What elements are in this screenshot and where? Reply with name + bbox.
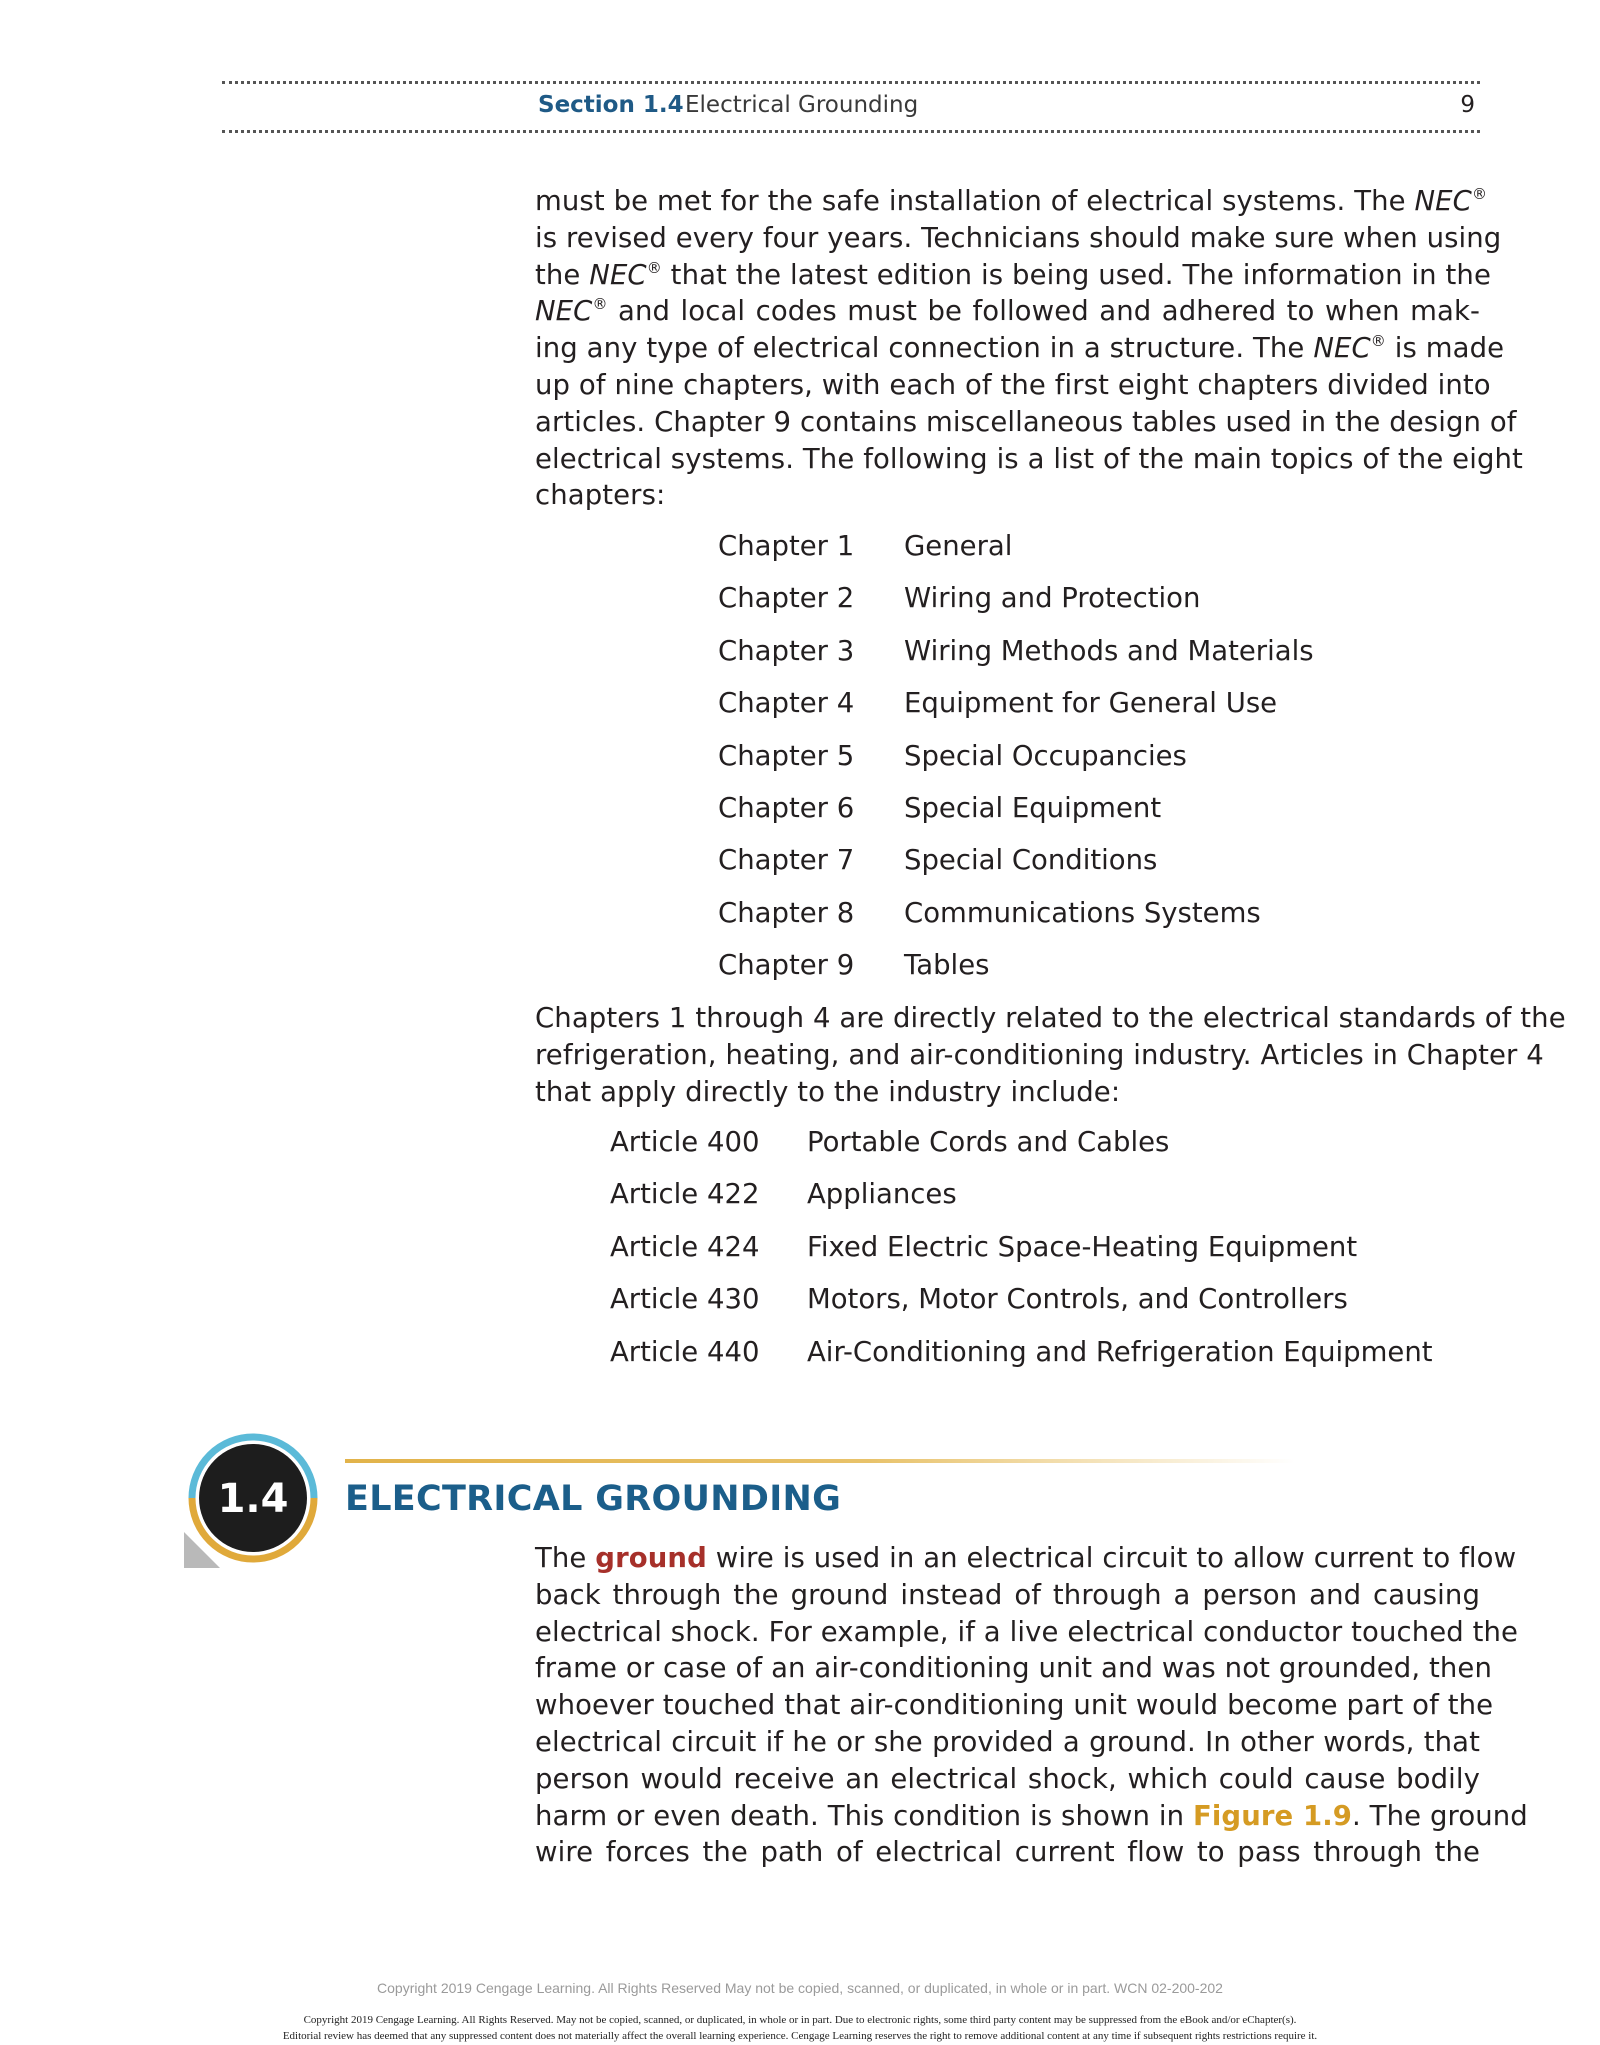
- page-number: 9: [1460, 92, 1475, 118]
- chapter-topic: General: [904, 530, 1013, 562]
- chapter-topic: Special Occupancies: [904, 739, 1187, 772]
- header-bottom-rule: [222, 130, 1480, 133]
- chapter-topic: Equipment for General Use: [904, 687, 1278, 720]
- article-label: Article 424: [610, 1230, 760, 1263]
- section-heading-rule: [345, 1459, 1295, 1463]
- section-heading: ELECTRICAL GROUNDING: [345, 1479, 842, 1519]
- article-topic: Air-Conditioning and Refrigeration Equipment: [807, 1335, 1433, 1368]
- grounding-line-3: electrical shock. For example, if a live electrical conductor touched the: [535, 1615, 1519, 1648]
- grounding-paragraph: [535, 1540, 1528, 1871]
- figure-reference-link[interactable]: Figure 1.9: [1193, 1799, 1352, 1832]
- keyword-ground: ground: [595, 1542, 707, 1574]
- chapter-topic: Special Equipment: [904, 792, 1162, 824]
- header-top-rule: [222, 81, 1480, 84]
- article-label: Article 422: [610, 1178, 760, 1211]
- header-section-title: Electrical Grounding: [685, 92, 919, 118]
- chapter-label: Chapter 4: [718, 687, 855, 720]
- chapter-topic: Communications Systems: [904, 896, 1261, 929]
- chapter-label: Chapter 5: [718, 739, 855, 772]
- chapter-label: Chapter 1: [718, 530, 855, 562]
- grounding-line-9: wire forces the path of electrical current flow to pass through the: [535, 1836, 1480, 1869]
- article-topic: Fixed Electric Space-Heating Equipment: [807, 1230, 1358, 1263]
- header-section-label: Section 1.4: [538, 92, 684, 118]
- intro-line: must be met for the safe installation of electrical systems. The NEC®: [535, 185, 1488, 217]
- chapter-label: Chapter 9: [718, 949, 855, 982]
- article-label: Article 430: [610, 1283, 760, 1316]
- chapters-paragraph-line: Chapters 1 through 4 are directly related to the electrical standards of the: [535, 1002, 1566, 1034]
- grounding-line-1: The ground wire is used in an electrical circuit to allow current to flow: [535, 1542, 1517, 1574]
- chapters-paragraph: [535, 1000, 1566, 1110]
- section-number-text: 1.4: [217, 1476, 289, 1522]
- chapters-paragraph-line: that apply directly to the industry include:: [535, 1075, 1121, 1108]
- intro-line: NEC® and local codes must be followed and adhered to when mak-: [535, 295, 1480, 328]
- chapter-label: Chapter 7: [718, 844, 855, 877]
- chapter-label: Chapter 2: [718, 582, 855, 615]
- intro-line: the NEC® that the latest edition is being used. The information in the: [535, 258, 1491, 291]
- copyright-line-2: Editorial review has deemed that any suppressed content does not materially affect the overall learning experience. Cengage Learning reserves the right to remove additional content at any time if subsequent rights restrictions require it.: [282, 2030, 1318, 2042]
- chapter-topic: Wiring and Protection: [904, 582, 1201, 615]
- grounding-line-8: harm or even death. This condition is shown in Figure 1.9. The ground: [535, 1799, 1528, 1832]
- section-number-badge: [184, 1428, 322, 1568]
- article-topic: Portable Cords and Cables: [807, 1126, 1170, 1158]
- copyright-watermark: Copyright 2019 Cengage Learning. All Rights Reserved May not be copied, scanned, or duplicated, in whole or in part. WCN 02-200-202: [377, 1980, 1223, 1996]
- chapter-label: Chapter 8: [718, 896, 855, 929]
- chapters-paragraph-line: refrigeration, heating, and air-conditioning industry. Articles in Chapter 4: [535, 1038, 1544, 1071]
- chapter-topic: Wiring Methods and Materials: [904, 634, 1314, 667]
- intro-line: is revised every four years. Technicians should make sure when using: [535, 221, 1502, 254]
- intro-line: ing any type of electrical connection in a structure. The NEC® is made: [535, 332, 1505, 365]
- intro-line: up of nine chapters, with each of the first eight chapters divided into: [535, 368, 1491, 401]
- intro-line: electrical systems. The following is a list of the main topics of the eight: [535, 442, 1523, 475]
- article-label: Article 440: [610, 1335, 760, 1368]
- chapter-topic: Special Conditions: [904, 844, 1158, 877]
- article-label: Article 400: [610, 1126, 760, 1158]
- grounding-line-4: frame or case of an air-conditioning unit and was not grounded, then: [535, 1652, 1492, 1685]
- article-topic: Appliances: [807, 1178, 957, 1211]
- intro-line: articles. Chapter 9 contains miscellaneous tables used in the design of: [535, 405, 1517, 438]
- chapter-label: Chapter 3: [718, 634, 855, 667]
- chapter-label: Chapter 6: [718, 792, 855, 824]
- copyright-line-1: Copyright 2019 Cengage Learning. All Rights Reserved. May not be copied, scanned, or duplicated, in whole or in part. Due to electronic rights, some third party content may be suppressed from the eBook and/or eChapter(s).: [303, 2014, 1297, 2026]
- article-topic: Motors, Motor Controls, and Controllers: [807, 1283, 1348, 1316]
- chapter-topic: Tables: [904, 949, 990, 982]
- grounding-line-7: person would receive an electrical shock, which could cause bodily: [535, 1762, 1480, 1795]
- grounding-line-2: back through the ground instead of through a person and causing: [535, 1578, 1480, 1611]
- intro-paragraph: [535, 183, 1523, 514]
- intro-line: chapters:: [535, 479, 666, 512]
- grounding-line-5: whoever touched that air-conditioning unit would become part of the: [535, 1689, 1494, 1722]
- copyright-notice: [0, 2012, 1600, 2044]
- grounding-line-6: electrical circuit if he or she provided a ground. In other words, that: [535, 1725, 1480, 1758]
